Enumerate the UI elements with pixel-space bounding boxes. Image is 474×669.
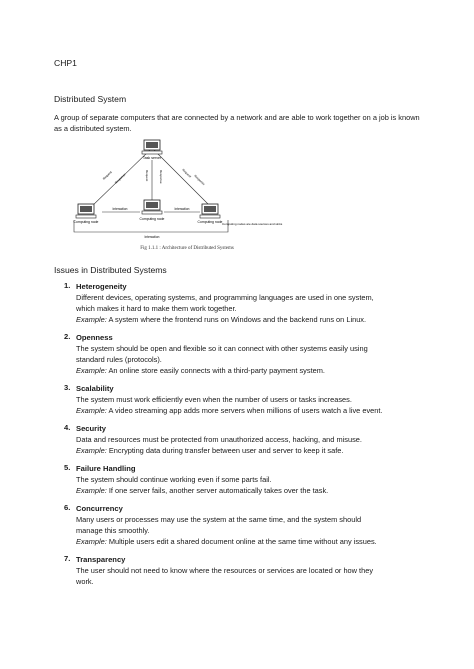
issue-description-line: manage this smoothly.: [76, 526, 150, 535]
issue-description-line: standard rules (protocols).: [76, 355, 162, 364]
label-interaction-bottom: Interaction: [144, 235, 160, 239]
issue-number: 5.: [64, 463, 71, 472]
issue-description-line: Different devices, operating systems, and programming languages are used in one system,: [76, 293, 374, 302]
issue-example: [76, 314, 424, 325]
example-text: If one server fails, another server automatically takes over the task.: [108, 486, 329, 495]
issue-description-line: Many users or processes may use the system at the same time, and the system should: [76, 515, 362, 524]
issue-title: Concurrency: [76, 504, 123, 513]
label-request-mid: Request: [145, 170, 149, 182]
issue-number: 1.: [64, 281, 71, 290]
issue-number: 4.: [64, 423, 71, 432]
example-text: Multiple users edit a shared document online at the same time without any issues.: [108, 537, 377, 546]
right-node-computer-icon: [200, 204, 220, 218]
chapter-label: CHP1: [54, 58, 77, 68]
label-response-right: Response: [193, 173, 206, 187]
label-server: Task server: [142, 156, 162, 160]
issue-description-line: The system must work efficiently even when the number of users or tasks increases.: [76, 395, 352, 404]
middle-node-computer-icon: [142, 200, 162, 214]
issue-title: Transparency: [76, 555, 126, 564]
issue-title: Heterogeneity: [76, 282, 127, 291]
example-text: Encrypting data during transfer between user and server to keep it safe.: [108, 446, 344, 455]
example-label: Example:: [76, 486, 107, 495]
label-interaction-left: Interaction: [112, 207, 128, 211]
issue-example: [76, 445, 424, 456]
label-middle-node: Computing node: [139, 217, 165, 221]
issue-description-line: The user should not need to know where the resources or services are located or how they: [76, 566, 374, 575]
example-label: Example:: [76, 406, 107, 415]
issue-item: [54, 503, 424, 547]
issue-item: [54, 281, 424, 325]
issue-number: 3.: [64, 383, 71, 392]
example-text: A system where the frontend runs on Windows and the backend runs on Linux.: [108, 315, 367, 324]
issue-description-line: which makes it hard to make them work together.: [76, 304, 237, 313]
issue-description-line: The system should continue working even if some parts fail.: [76, 475, 272, 484]
issue-title: Openness: [76, 333, 113, 342]
example-label: Example:: [76, 315, 107, 324]
figure-caption: Fig 1.1.1 : Architecture of Distributed Systems: [140, 246, 234, 251]
issue-example: [76, 405, 424, 416]
issues-list: [54, 281, 424, 587]
issue-title: Scalability: [76, 384, 114, 393]
left-node-computer-icon: [76, 204, 96, 218]
issue-description-line: Data and resources must be protected from unauthorized access, hacking, and misuse.: [76, 435, 362, 444]
server-computer-icon: [142, 140, 162, 154]
issue-description-line: The system should be open and flexible so it can connect with other systems easily using: [76, 344, 368, 353]
issue-description-line: work.: [76, 577, 94, 586]
architecture-diagram: [62, 136, 283, 246]
example-text: An online store easily connects with a third-party payment system.: [108, 366, 325, 375]
label-interaction-right: Interaction: [174, 207, 190, 211]
issue-item: [54, 423, 424, 456]
issue-example: [76, 365, 424, 376]
label-left-node: Computing node: [73, 220, 99, 224]
issue-number: 6.: [64, 503, 71, 512]
architecture-figure: [62, 136, 283, 264]
label-response-mid: Response: [159, 170, 163, 184]
issue-example: [76, 485, 424, 496]
issue-number: 2.: [64, 332, 71, 341]
issue-item: [54, 554, 424, 587]
example-label: Example:: [76, 366, 107, 375]
label-right-node: Computing node: [197, 220, 223, 224]
label-request-left: Request: [101, 170, 113, 181]
label-request-right: Request: [181, 167, 193, 179]
example-label: Example:: [76, 446, 107, 455]
issue-title: Failure Handling: [76, 464, 136, 473]
issue-number: 7.: [64, 554, 71, 563]
section-heading: Distributed System: [54, 94, 127, 104]
issue-item: [54, 463, 424, 496]
issues-heading: Issues in Distributed Systems: [54, 265, 167, 275]
example-text: A video streaming app adds more servers when millions of users watch a live event.: [108, 406, 383, 415]
label-response-left: Response: [113, 172, 127, 185]
issue-item: [54, 383, 424, 416]
issue-item: [54, 332, 424, 376]
issue-title: Security: [76, 424, 106, 433]
intro-paragraph: A group of separate computers that are connected by a network and are able to work together on a job is known as a distributed system.: [54, 113, 420, 133]
example-label: Example:: [76, 537, 107, 546]
issue-example: [76, 536, 424, 547]
label-note: Computing nodes are data sources and sinks: [222, 222, 283, 226]
